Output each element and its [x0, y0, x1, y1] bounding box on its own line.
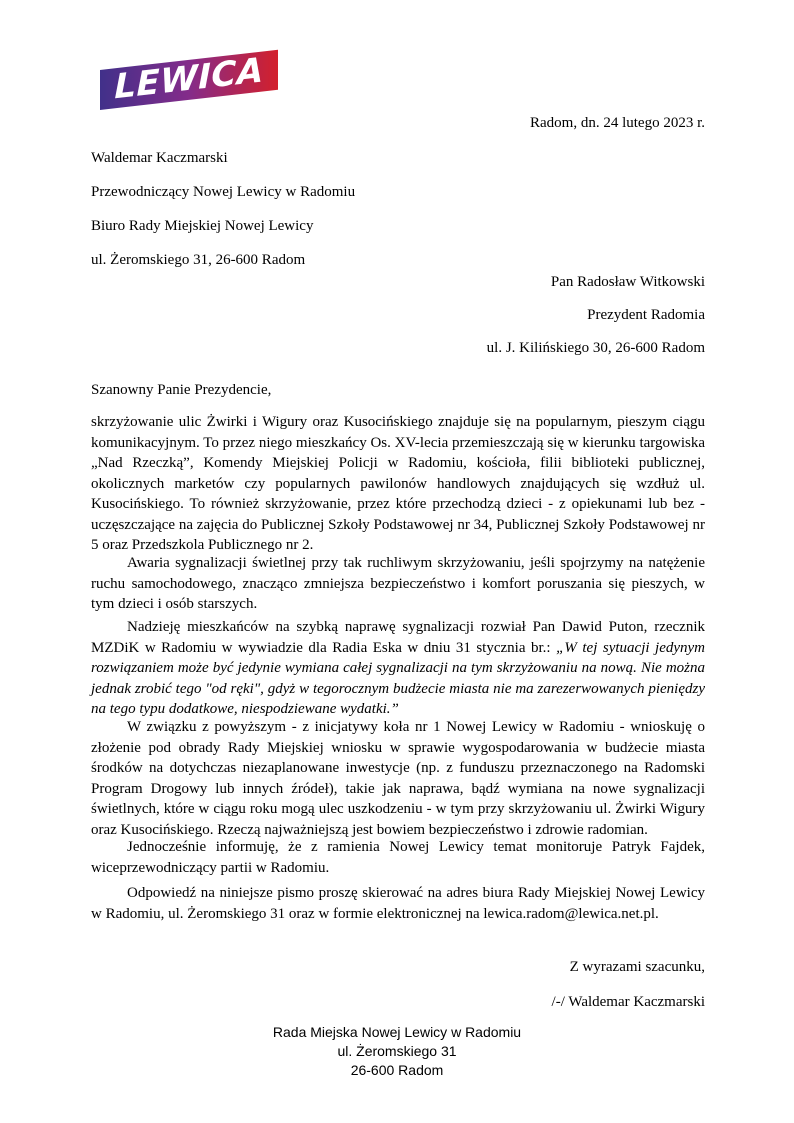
- quote-lead-text: Nadzieję mieszkańców na szybką naprawę sygnalizacji rozwiał Pan Dawid Puton, rzecznik MZDiK w Radomiu w wywiadzie dla Radia Eska w dniu 31 stycznia br.:: [91, 619, 705, 656]
- quote-italic-text: „W tej sytuacji jedynym rozwiązaniem może być jedynie wymiana całej sygnalizacji na tym skrzyżowaniu na nową. Nie można jednak zrobić tego "od ręki", gdyż w tegorocznym budżecie miasta nie ma zarezerwowanych pieniędzy na tego typu dodatkowe, niespodziewane wydatki.”: [91, 639, 705, 717]
- lewica-logo: [100, 50, 278, 110]
- salutation: Szanowny Panie Prezydencie,: [91, 382, 272, 398]
- paragraph-signal-failure: Awaria sygnalizacji świetlnej przy tak ruchliwym skrzyżowaniu, jeśli spojrzymy na natężenie ruchu samochodowego, znacząco zmniejsza bezpieczeństwo i komfort poruszania się pieszych, w tym dzieci i osób starszych.: [91, 555, 705, 612]
- sender-block: [91, 141, 355, 277]
- sender-name: Waldemar Kaczmarski: [91, 150, 228, 166]
- paragraph-motion-request: W związku z powyższym - z inicjatywy koła nr 1 Nowej Lewicy w Radomiu - wnioskuję o złożenie pod obrady Rady Miejskiej wniosku w sprawie wygospodarowania w budżecie miasta środków na dotychczas niezaplanowane inwestycje (np. z funduszu przeznaczonego na Radomski Program Drogowy lub innych źródeł), takie jak naprawa, bądź wymiana na nowe sygnalizacji świetlnych, które w ciągu roku mogą ulec uszkodzeniu - w tym przy skrzyżowaniu ul. Żwirki Wigury oraz Kusocińskiego. Rzeczą najważniejszą jest bowiem bezpieczeństwo i zdrowie radomian.: [91, 719, 705, 838]
- recipient-title: Prezydent Radomia: [587, 307, 705, 323]
- footer-org-name: Rada Miejska Nowej Lewicy w Radomiu: [272, 1024, 522, 1040]
- signature-line: /-/ Waldemar Kaczmarski: [551, 994, 705, 1010]
- footer-block: [0, 1023, 794, 1080]
- recipient-address: ul. J. Kilińskiego 30, 26-600 Radom: [486, 340, 705, 356]
- sender-address: ul. Żeromskiego 31, 26-600 Radom: [91, 252, 306, 268]
- closing-block: [91, 950, 705, 1020]
- sender-office: Biuro Rady Miejskiej Nowej Lewicy: [91, 218, 314, 234]
- footer-city: 26-600 Radom: [350, 1062, 444, 1078]
- sender-title: Przewodniczący Nowej Lewicy w Radomiu: [91, 184, 356, 200]
- paragraph-monitoring-info: Jednocześnie informuję, że z ramienia Nowej Lewicy temat monitoruje Patryk Fajdek, wiceprzewodniczący partii w Radomiu.: [91, 839, 705, 876]
- paragraph-spokesman-quote: [91, 617, 705, 720]
- recipient-block: [91, 266, 705, 365]
- footer-street: ul. Żeromskiego 31: [337, 1043, 457, 1059]
- lewica-logo-text: LEWICA: [114, 50, 264, 108]
- paragraph-intersection-intro: skrzyżowanie ulic Żwirki i Wigury oraz Kusocińskiego znajduje się na popularnym, pieszym ciągu komunikacyjnym. To przez niego mieszkańcy Os. XV-lecia przemieszczają się w kierunku targowiska „Nad Rzeczką”, Komendy Miejskiej Policji w Radomiu, kościoła, filii biblioteki publicznej, okolicznych marketów czy popularnych pawilonów handlowych znajdujących się wzdłuż ul. Kusocińskiego. To również skrzyżowanie, przez które przechodzą dzieci - z opiekunami lub bez - uczęszczające na zajęcia do Publicznej Szkoły Podstawowej nr 34, Publicznej Szkoły Podstawowej nr 5 oraz Przedszkola Publicznego nr 2.: [91, 414, 705, 553]
- paragraph-reply-address: Odpowiedź na niniejsze pismo proszę skierować na adres biura Rady Miejskiej Nowej Lewicy w Radomiu, ul. Żeromskiego 31 oraz w formie elektronicznej na lewica.radom@lewica.net.pl.: [91, 885, 705, 922]
- recipient-name: Pan Radosław Witkowski: [550, 274, 705, 290]
- closing-phrase: Z wyrazami szacunku,: [569, 959, 705, 975]
- date-line: Radom, dn. 24 lutego 2023 r.: [530, 115, 705, 131]
